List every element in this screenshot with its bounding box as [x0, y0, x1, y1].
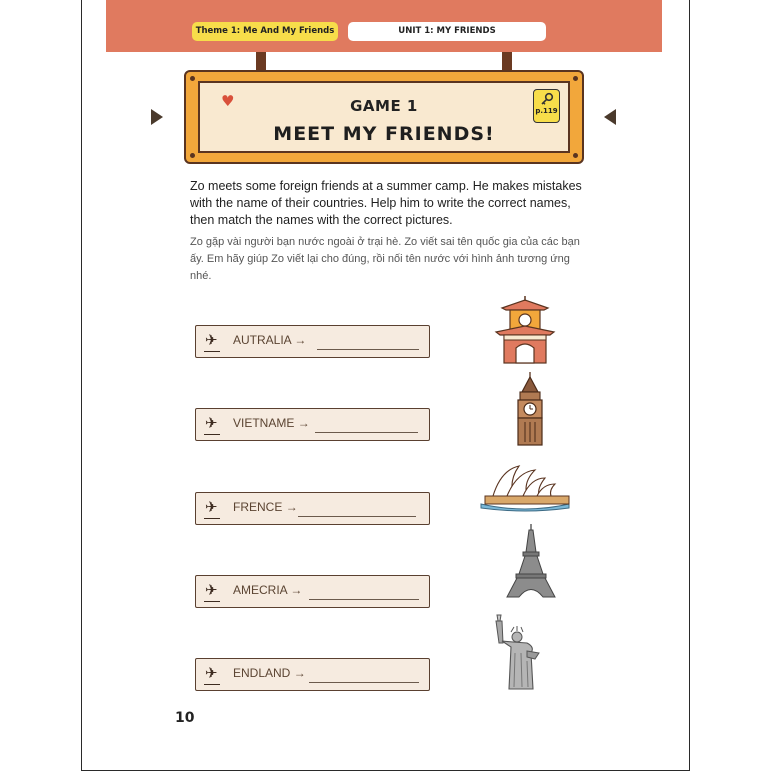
- answer-blank[interactable]: [315, 432, 418, 433]
- airplane-icon: ✈: [205, 664, 218, 682]
- eiffel-tower-icon[interactable]: [505, 524, 557, 598]
- unit-label: UNIT 1: MY FRIENDS: [348, 22, 546, 41]
- underline-mark: [204, 601, 220, 602]
- arrow-text: →: [297, 416, 310, 430]
- misspelled-word: [233, 333, 306, 347]
- airplane-icon: ✈: [205, 498, 218, 516]
- answer-blank[interactable]: [309, 682, 419, 683]
- answer-key-badge: [533, 89, 560, 123]
- misspelled-word: [233, 416, 310, 430]
- rivet-icon: [573, 153, 578, 158]
- underline-mark: [204, 351, 220, 352]
- game-title: MEET MY FRIENDS!: [273, 123, 495, 145]
- answer-row-5: [195, 658, 430, 691]
- word-text: AMECRIA: [233, 583, 288, 597]
- heart-icon: ♥: [221, 92, 235, 110]
- instructions-vietnamese: Zo gặp vài người bạn nước ngoài ở trại hè. Zo viết sai tên quốc gia của các bạn ấy. Em hãy giúp Zo viết lại cho đúng, rồi nối tên nước với hình ảnh tương ứng nhé.: [190, 236, 580, 282]
- answer-row-3: [195, 492, 430, 525]
- key-icon: [540, 92, 554, 106]
- sign-post-right: [502, 52, 512, 71]
- answer-blank[interactable]: [309, 599, 419, 600]
- answer-row-2: [195, 408, 430, 441]
- misspelled-word: [233, 666, 306, 680]
- answer-row-1: [195, 325, 430, 358]
- rivet-icon: [190, 153, 195, 158]
- hanoi-gate-icon[interactable]: [492, 296, 558, 364]
- underline-mark: [204, 518, 220, 519]
- answer-row-4: [195, 575, 430, 608]
- arrow-text: →: [294, 333, 307, 347]
- arrow-text: →: [290, 583, 303, 597]
- underline-mark: [204, 434, 220, 435]
- underline-mark: [204, 684, 220, 685]
- word-text: VIETNAME: [233, 416, 295, 430]
- theme-label: Theme 1: Me And My Friends: [192, 22, 338, 41]
- airplane-icon: ✈: [205, 581, 218, 599]
- game-sign: [184, 70, 584, 164]
- triangle-right-icon: [151, 109, 163, 125]
- arrow-text: →: [285, 500, 298, 514]
- misspelled-word: [233, 583, 302, 597]
- instructions-english: Zo meets some foreign friends at a summer camp. He makes mistakes with the name of their countries. Help him to write the correct names, then match the names with the correct pictures.: [190, 179, 582, 227]
- sign-panel: [198, 81, 570, 153]
- statue-of-liberty-icon[interactable]: [487, 613, 549, 691]
- page-number: 10: [175, 710, 195, 726]
- answer-page-label: p.119: [535, 107, 558, 115]
- answer-blank[interactable]: [298, 516, 416, 517]
- arrow-text: →: [293, 666, 306, 680]
- big-ben-icon[interactable]: [513, 372, 547, 446]
- misspelled-word: [233, 500, 298, 514]
- triangle-left-icon: [604, 109, 616, 125]
- answer-blank[interactable]: [317, 349, 419, 350]
- sign-post-left: [256, 52, 266, 71]
- rivet-icon: [573, 76, 578, 81]
- word-text: AUTRALIA: [233, 333, 292, 347]
- airplane-icon: ✈: [205, 414, 218, 432]
- word-text: ENDLAND: [233, 666, 291, 680]
- sydney-opera-house-icon[interactable]: [479, 462, 571, 512]
- game-label: GAME 1: [350, 97, 418, 115]
- rivet-icon: [190, 76, 195, 81]
- airplane-icon: ✈: [205, 331, 218, 349]
- word-text: FRENCE: [233, 500, 283, 514]
